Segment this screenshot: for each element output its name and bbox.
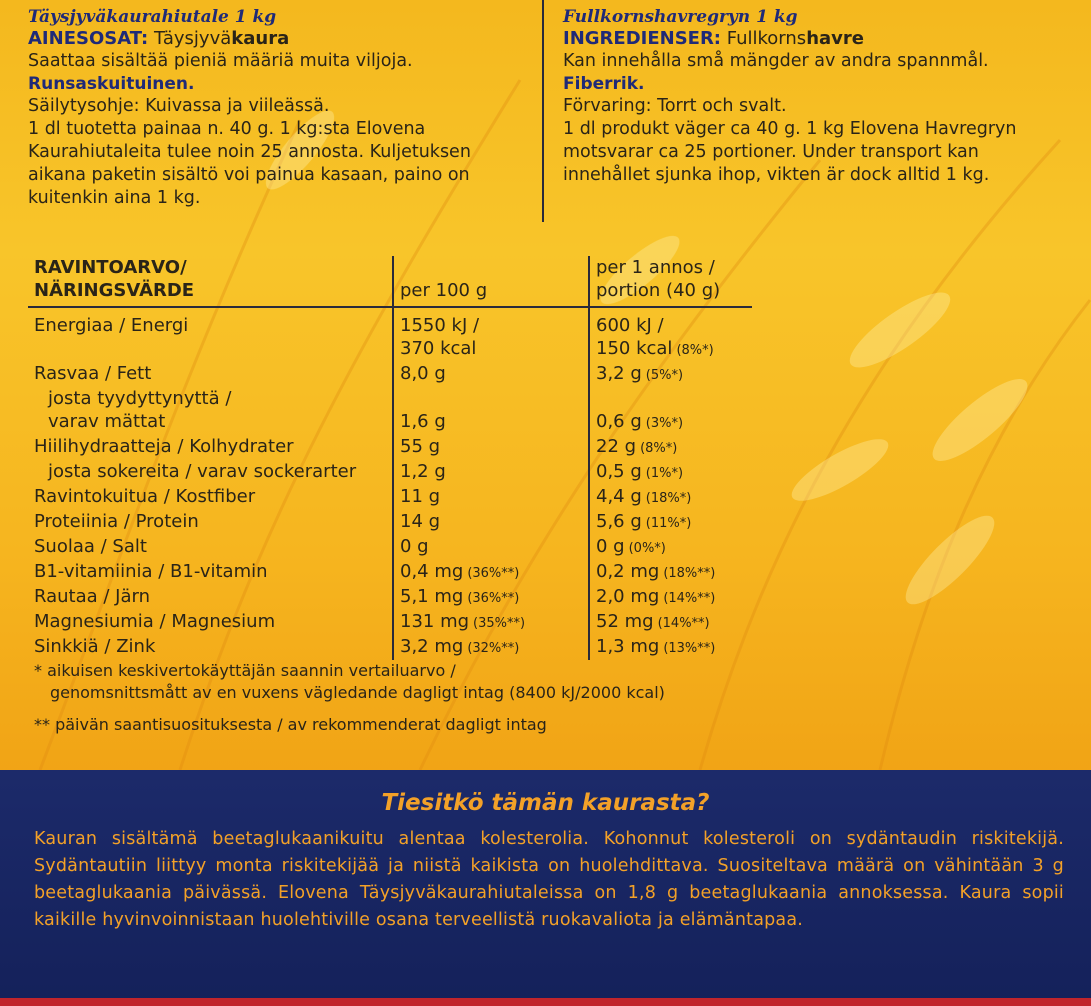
value-text: 0,6 g xyxy=(596,411,642,432)
value-per-portion xyxy=(589,410,752,435)
nutrition-row xyxy=(28,387,752,410)
nutrient-name: Proteiinia / Protein xyxy=(34,511,199,532)
nutrient-name: Energiaa / Energi xyxy=(34,315,189,336)
percent-daily: (14%**) xyxy=(657,616,710,631)
percent-daily: (0%*) xyxy=(628,541,666,556)
value-per-100g xyxy=(393,387,589,410)
nutrition-header-row xyxy=(28,256,752,307)
nutrition-row xyxy=(28,610,752,635)
value-text: 0,5 g xyxy=(596,461,642,482)
nutrition-row xyxy=(28,362,752,387)
value-per-100g xyxy=(393,560,589,585)
ingredients-bold: havre xyxy=(806,28,864,49)
header-per-100g: per 100 g xyxy=(393,256,589,307)
nutrient-name: Rasvaa / Fett xyxy=(34,363,152,384)
value-text: 370 kcal xyxy=(400,338,477,359)
value-per-100g xyxy=(393,337,589,362)
may-contain-fi: Saattaa sisältää pieniä määriä muita viljoja. xyxy=(28,51,413,71)
value-per-portion xyxy=(589,510,752,535)
ingredients-text: Täysjyvä xyxy=(148,28,232,49)
value-per-portion xyxy=(589,362,752,387)
value-text: 52 mg xyxy=(596,611,654,632)
value-text: 600 kJ / xyxy=(596,315,664,336)
header-name-line: RAVINTOARVO/ xyxy=(34,257,187,278)
finnish-product-info xyxy=(28,0,528,210)
value-text: 131 mg xyxy=(400,611,470,632)
value-text: 2,0 mg xyxy=(596,586,660,607)
column-divider xyxy=(542,0,544,222)
percent-daily: (8%*) xyxy=(640,441,678,456)
may-contain-sv: Kan innehålla små mängder av andra spannmål. xyxy=(563,51,989,71)
percent-daily: (36%**) xyxy=(467,566,520,581)
value-text: 8,0 g xyxy=(400,363,446,384)
value-text: 55 g xyxy=(400,436,441,457)
value-per-100g xyxy=(393,610,589,635)
percent-daily: (8%*) xyxy=(676,343,714,358)
portion-info-line: kuitenkin aina 1 kg. xyxy=(28,188,201,208)
portion-info-line: 1 dl produkt väger ca 40 g. 1 kg Elovena Havregryn xyxy=(563,119,1017,139)
nutrient-name: josta sokereita / varav sockerarter xyxy=(48,461,357,482)
value-per-portion xyxy=(589,635,752,660)
footnote-single-star xyxy=(34,660,665,704)
percent-daily: (11%*) xyxy=(645,516,692,531)
portion-info-line: motsvarar ca 25 portioner. Under transport kan xyxy=(563,142,979,162)
value-per-portion xyxy=(589,460,752,485)
value-per-portion xyxy=(589,560,752,585)
ingredients-bold: kaura xyxy=(231,28,290,49)
nutrient-name: josta tyydyttynyttä / xyxy=(48,388,232,409)
value-per-portion xyxy=(589,610,752,635)
value-text: 1550 kJ / xyxy=(400,315,480,336)
value-text: 3,2 mg xyxy=(400,636,464,657)
value-per-portion xyxy=(589,435,752,460)
bottom-red-strip xyxy=(0,998,1091,1006)
percent-daily: (35%**) xyxy=(473,616,526,631)
value-per-100g xyxy=(393,307,589,337)
fiber-claim-sv: Fiberrik. xyxy=(563,74,645,94)
nutrient-name: Suolaa / Salt xyxy=(34,536,147,557)
value-text: 4,4 g xyxy=(596,486,642,507)
value-text: 5,1 mg xyxy=(400,586,464,607)
value-per-portion xyxy=(589,485,752,510)
header-portion-line: portion (40 g) xyxy=(596,280,721,301)
nutrient-name xyxy=(28,337,393,362)
percent-daily: (1%*) xyxy=(645,466,684,481)
nutrient-name: Ravintokuitua / Kostfiber xyxy=(34,486,256,507)
value-text: 1,2 g xyxy=(400,461,446,482)
value-text: 22 g xyxy=(596,436,637,457)
storage-fi: Säilytysohje: Kuivassa ja viileässä. xyxy=(28,96,330,116)
footnote-line: genomsnittsmått av en vuxens vägledande dagligt intag (8400 kJ/2000 kcal) xyxy=(50,683,665,702)
info-band-text: Kauran sisältämä beetaglukaanikuitu alentaa kolesterolia. Kohonnut kolesteroli on sydäntaudin riskitekijä. Sydäntautiin liittyy monta riskitekijää ja niistä kaikista on huolehdittava. Suositeltava määrä on vähintään 3 g beetaglukaania päivässä. Elovena Täysjyväkaurahiutaleissa on 1,8 g beetaglukaania annoksessa. Kaura sopii kaikille hyvinvoinnistaan huolehtiville osana terveellistä ruokavaliota ja elämäntapaa. xyxy=(34,829,1064,930)
value-per-portion xyxy=(589,387,752,410)
nutrition-row xyxy=(28,460,752,485)
value-per-100g xyxy=(393,485,589,510)
nutrition-row xyxy=(28,585,752,610)
product-title-sv: Fullkornshavregryn 1 kg xyxy=(563,7,798,27)
nutrition-row xyxy=(28,635,752,660)
nutrition-row xyxy=(28,560,752,585)
value-text: 0,2 mg xyxy=(596,561,660,582)
info-band-title: Tiesitkö tämän kaurasta? xyxy=(381,790,710,816)
value-text: 0 g xyxy=(400,536,429,557)
value-per-100g xyxy=(393,435,589,460)
value-per-100g xyxy=(393,585,589,610)
value-text: 11 g xyxy=(400,486,441,507)
nutrition-row xyxy=(28,307,752,337)
nutrient-name: Hiilihydraatteja / Kolhydrater xyxy=(34,436,294,457)
value-per-portion xyxy=(589,535,752,560)
percent-daily: (32%**) xyxy=(467,641,520,656)
value-per-portion xyxy=(589,307,752,337)
nutrient-name: Rautaa / Järn xyxy=(34,586,151,607)
portion-info-line: Kaurahiutaleita tulee noin 25 annosta. Kuljetuksen xyxy=(28,142,471,162)
value-text: 14 g xyxy=(400,511,441,532)
nutrient-name: Sinkkiä / Zink xyxy=(34,636,156,657)
nutrition-row xyxy=(28,337,752,362)
nutrition-row xyxy=(28,435,752,460)
nutrition-table xyxy=(28,256,752,660)
percent-daily: (5%*) xyxy=(645,368,684,383)
value-text: 150 kcal xyxy=(596,338,673,359)
value-per-100g xyxy=(393,460,589,485)
nutrient-name: varav mättat xyxy=(48,411,166,432)
header-per-portion xyxy=(589,256,752,307)
percent-daily: (13%**) xyxy=(663,641,716,656)
value-text: 5,6 g xyxy=(596,511,642,532)
nutrition-body xyxy=(28,307,752,660)
footnote-line: * aikuisen keskivertokäyttäjän saannin vertailuarvo / xyxy=(34,661,456,680)
value-per-100g xyxy=(393,410,589,435)
value-per-100g xyxy=(393,635,589,660)
ingredients-sv xyxy=(563,28,1083,50)
nutrition-row xyxy=(28,485,752,510)
ingredients-text: Fullkorns xyxy=(721,28,807,49)
percent-daily: (18%*) xyxy=(645,491,692,506)
value-per-100g xyxy=(393,510,589,535)
nutrient-name: Magnesiumia / Magnesium xyxy=(34,611,276,632)
ingredients-fi xyxy=(28,28,528,50)
value-text: 3,2 g xyxy=(596,363,642,384)
nutrition-row xyxy=(28,535,752,560)
header-portion-line: per 1 annos / xyxy=(596,257,715,278)
product-title-fi: Täysjyväkaurahiutale 1 kg xyxy=(28,7,277,27)
portion-info-line: 1 dl tuotetta painaa n. 40 g. 1 kg:sta Elovena xyxy=(28,119,426,139)
ingredients-label: AINESOSAT: xyxy=(28,28,149,49)
header-nutrition-name xyxy=(28,256,393,307)
value-per-100g xyxy=(393,362,589,387)
percent-daily: (14%**) xyxy=(663,591,716,606)
value-per-100g xyxy=(393,535,589,560)
value-text: 0,4 mg xyxy=(400,561,464,582)
nutrition-row xyxy=(28,410,752,435)
value-per-portion xyxy=(589,337,752,362)
value-text: 0 g xyxy=(596,536,625,557)
value-per-portion xyxy=(589,585,752,610)
nutrient-name: B1-vitamiinia / B1-vitamin xyxy=(34,561,268,582)
ingredients-label: INGREDIENSER: xyxy=(563,28,722,49)
percent-daily: (36%**) xyxy=(467,591,520,606)
percent-daily: (3%*) xyxy=(645,416,684,431)
percent-daily: (18%**) xyxy=(663,566,716,581)
value-text: 1,3 mg xyxy=(596,636,660,657)
header-name-line: NÄRINGSVÄRDE xyxy=(34,280,195,301)
nutrition-row xyxy=(28,510,752,535)
value-text: 1,6 g xyxy=(400,411,446,432)
footnote-double-star: ** päivän saantisuosituksesta / av rekommenderat dagligt intag xyxy=(34,715,547,734)
swedish-product-info xyxy=(563,0,1083,187)
portion-info-line: innehållet sjunka ihop, vikten är dock alltid 1 kg. xyxy=(563,165,990,185)
storage-sv: Förvaring: Torrt och svalt. xyxy=(563,96,787,116)
fiber-claim-fi: Runsaskuituinen. xyxy=(28,74,195,94)
portion-info-line: aikana paketin sisältö voi painua kasaan, paino on xyxy=(28,165,470,185)
